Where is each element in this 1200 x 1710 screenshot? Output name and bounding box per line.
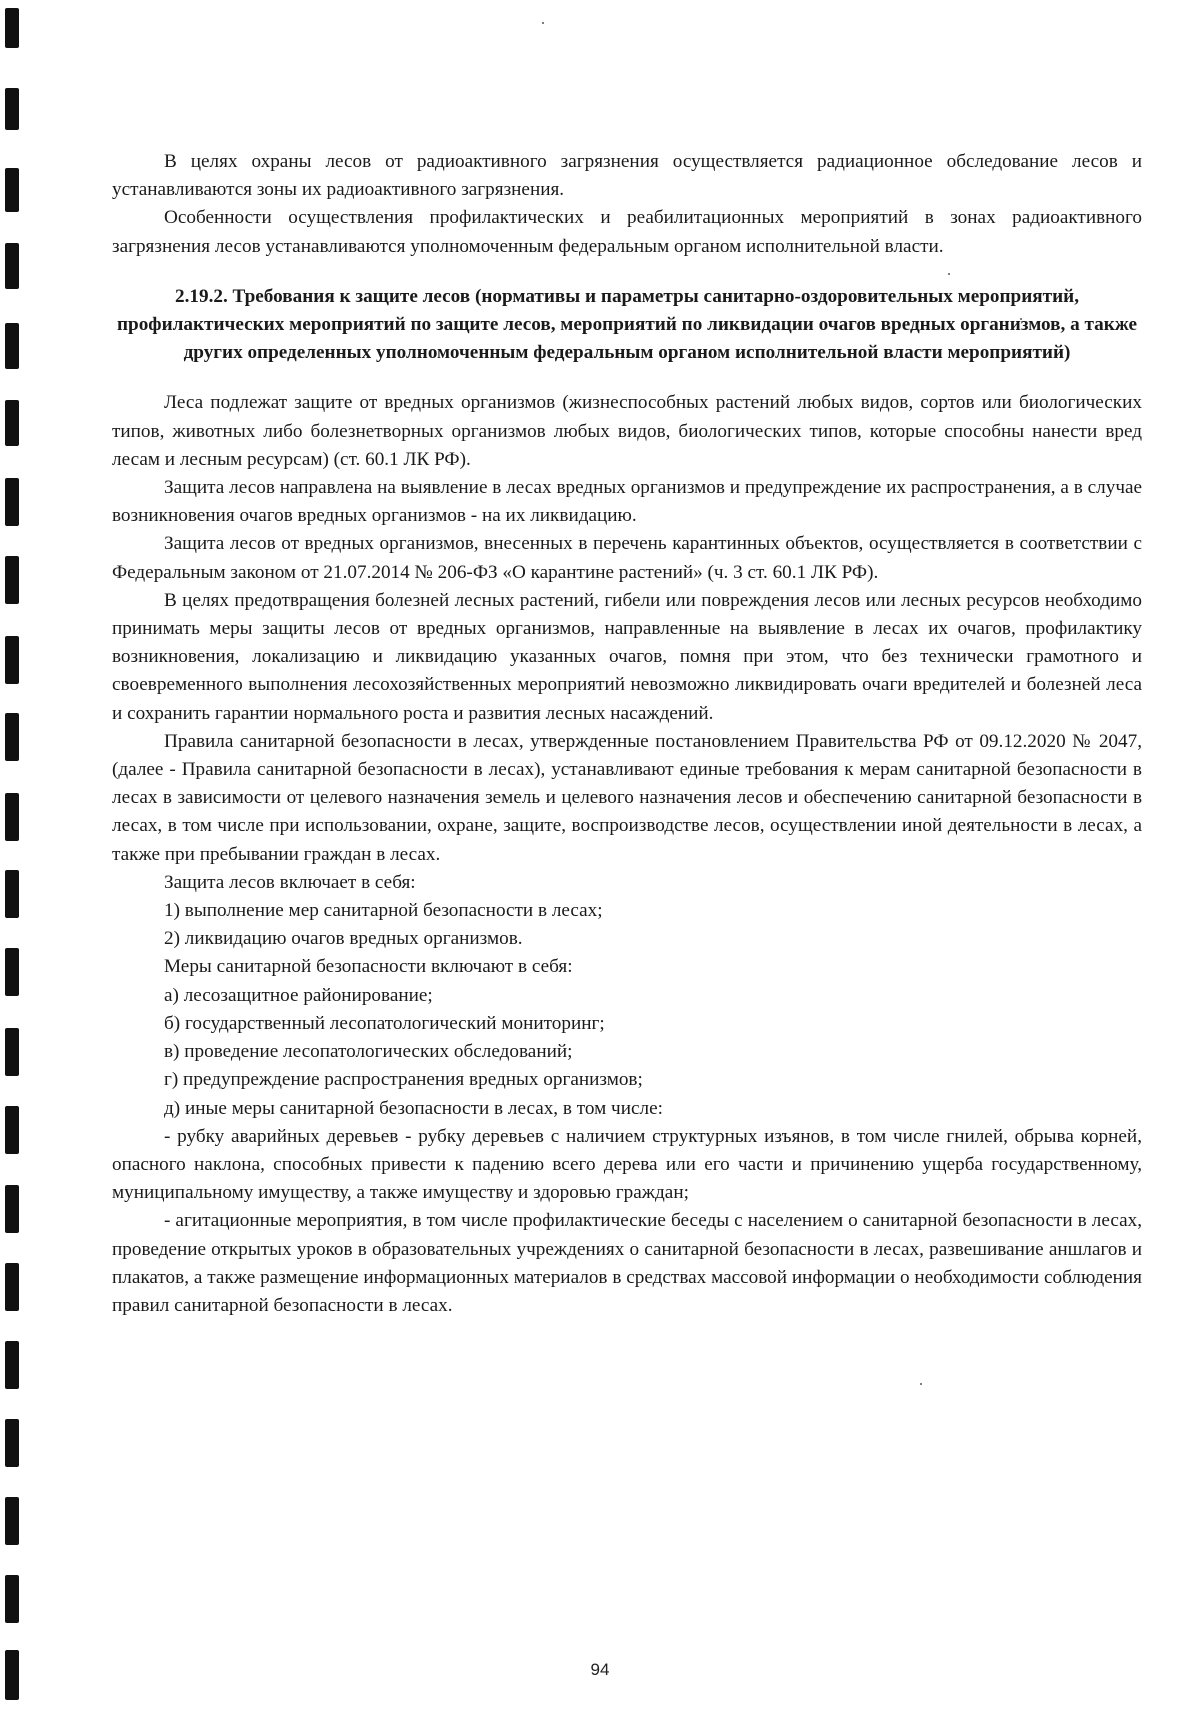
list-line: в) проведение лесопатологических обследований; (164, 1041, 573, 1063)
binding-hole (5, 870, 19, 918)
binding-hole (5, 400, 19, 446)
list-line: Меры санитарной безопасности включают в себя: (164, 956, 573, 978)
list-line: 2) ликвидацию очагов вредных организмов. (164, 928, 523, 950)
dash-paragraph: - агитационные мероприятия, в том числе профилактические беседы с населением о санитарной безопасности в лесах, проведение открытых уроков в образовательных учреждениях о санитарной безопасности в лесах, развешивание аншлагов и плакатов, а также размещение информационных материалов в средствах массовой информации о необходимости соблюдения правил санитарной безопасности в лесах. (112, 1210, 1142, 1316)
scan-speck (542, 22, 544, 24)
section-heading: 2.19.2. Требования к защите лесов (нормативы и параметры санитарно-оздоровительных мероприятий, профилактических мероприятий по защите лесов, мероприятий по ликвидации очагов вредных организмов, а также других определенных уполномоченным федеральным органом исполнительной власти мероприятий) (116, 285, 1137, 364)
binding-hole (5, 478, 19, 526)
intro-paragraph: В целях охраны лесов от радиоактивного загрязнения осуществляется радиационное обследование лесов и устанавливаются зоны их радиоактивного загрязнения. (112, 151, 1142, 201)
page-number: 94 (590, 1660, 610, 1679)
binding-hole (5, 636, 19, 684)
body-paragraph: Защита лесов от вредных организмов, внесенных в перечень карантинных объектов, осуществляется в соответствии с Федеральным законом от 21.07.2014 № 206-ФЗ «О карантине растений» (ч. 3 ст. 60.1 ЛК РФ). (112, 533, 1142, 583)
binding-holes (0, 0, 60, 1710)
list-line: а) лесозащитное районирование; (164, 984, 433, 1006)
list-line: д) иные меры санитарной безопасности в лесах, в том числе: (164, 1097, 663, 1119)
binding-hole (5, 793, 19, 841)
binding-hole (5, 1419, 19, 1467)
binding-hole (5, 243, 19, 289)
body-paragraph: Защита лесов направлена на выявление в лесах вредных организмов и предупреждение их распространения, а в случае возникновения очагов вредных организмов - на их ликвидацию. (112, 477, 1142, 527)
document-page (112, 148, 1142, 1320)
binding-hole (5, 1341, 19, 1389)
binding-hole (5, 88, 19, 130)
body-paragraph: Правила санитарной безопасности в лесах, утвержденные постановлением Правительства РФ от 09.12.2020 № 2047, (далее - Правила санитарной безопасности в лесах), устанавливают единые требования к мерам санитарной безопасности в лесах в зависимости от целевого назначения земель и целевого назначения лесов и обеспечению санитарной безопасности в лесах, в том числе при использовании, охране, защите, воспроизводстве лесов, осуществлении иной деятельности в лесах, а также при пребывании граждан в лесах. (112, 730, 1142, 865)
list-line: Защита лесов включает в себя: (164, 871, 416, 893)
list-line: 1) выполнение мер санитарной безопасности в лесах; (164, 900, 603, 922)
list-line: г) предупреждение распространения вредных организмов; (164, 1069, 643, 1091)
binding-hole (5, 556, 19, 604)
binding-hole (5, 1185, 19, 1233)
binding-hole (5, 323, 19, 369)
body-paragraph: Леса подлежат защите от вредных организмов (жизнеспособных растений любых видов, сортов или биологических типов, животных либо болезнетворных организмов любых видов, биологических типов, которые способны нанести вред лесам и лесным ресурсам) (ст. 60.1 ЛК РФ). (112, 392, 1142, 470)
binding-hole (5, 713, 19, 761)
intro-paragraph: Особенности осуществления профилактических и реабилитационных мероприятий в зонах радиоактивного загрязнения лесов устанавливаются уполномоченным федеральным органом исполнительной власти. (112, 207, 1142, 257)
binding-hole (5, 168, 19, 212)
binding-hole (5, 1028, 19, 1076)
binding-hole (5, 1263, 19, 1311)
binding-hole (5, 8, 19, 48)
binding-hole (5, 1106, 19, 1154)
binding-hole (5, 1497, 19, 1545)
body-paragraph: В целях предотвращения болезней лесных растений, гибели или повреждения лесов или лесных ресурсов необходимо принимать меры защиты лесов от вредных организмов, направленные на выявление в лесах их очагов, профилактику возникновения, локализацию и ликвидацию указанных очагов, помня при этом, что без технически грамотного и своевременного выполнения лесохозяйственных мероприятий невозможно ликвидировать очаги вредителей и болезней леса и сохранить гарантии нормального роста и развития лесных насаждений. (112, 589, 1142, 724)
binding-hole (5, 948, 19, 996)
binding-hole (5, 1575, 19, 1623)
list-line: б) государственный лесопатологический мониторинг; (164, 1012, 605, 1034)
scan-speck (920, 1383, 922, 1385)
dash-paragraph: - рубку аварийных деревьев - рубку деревьев с наличием структурных изъянов, в том числе гнилей, обрыва корней, опасного наклона, способных привести к падению всего дерева или его части и причинению ущерба государственному, муниципальному имуществу, а также имуществу и здоровью граждан; (112, 1125, 1142, 1204)
